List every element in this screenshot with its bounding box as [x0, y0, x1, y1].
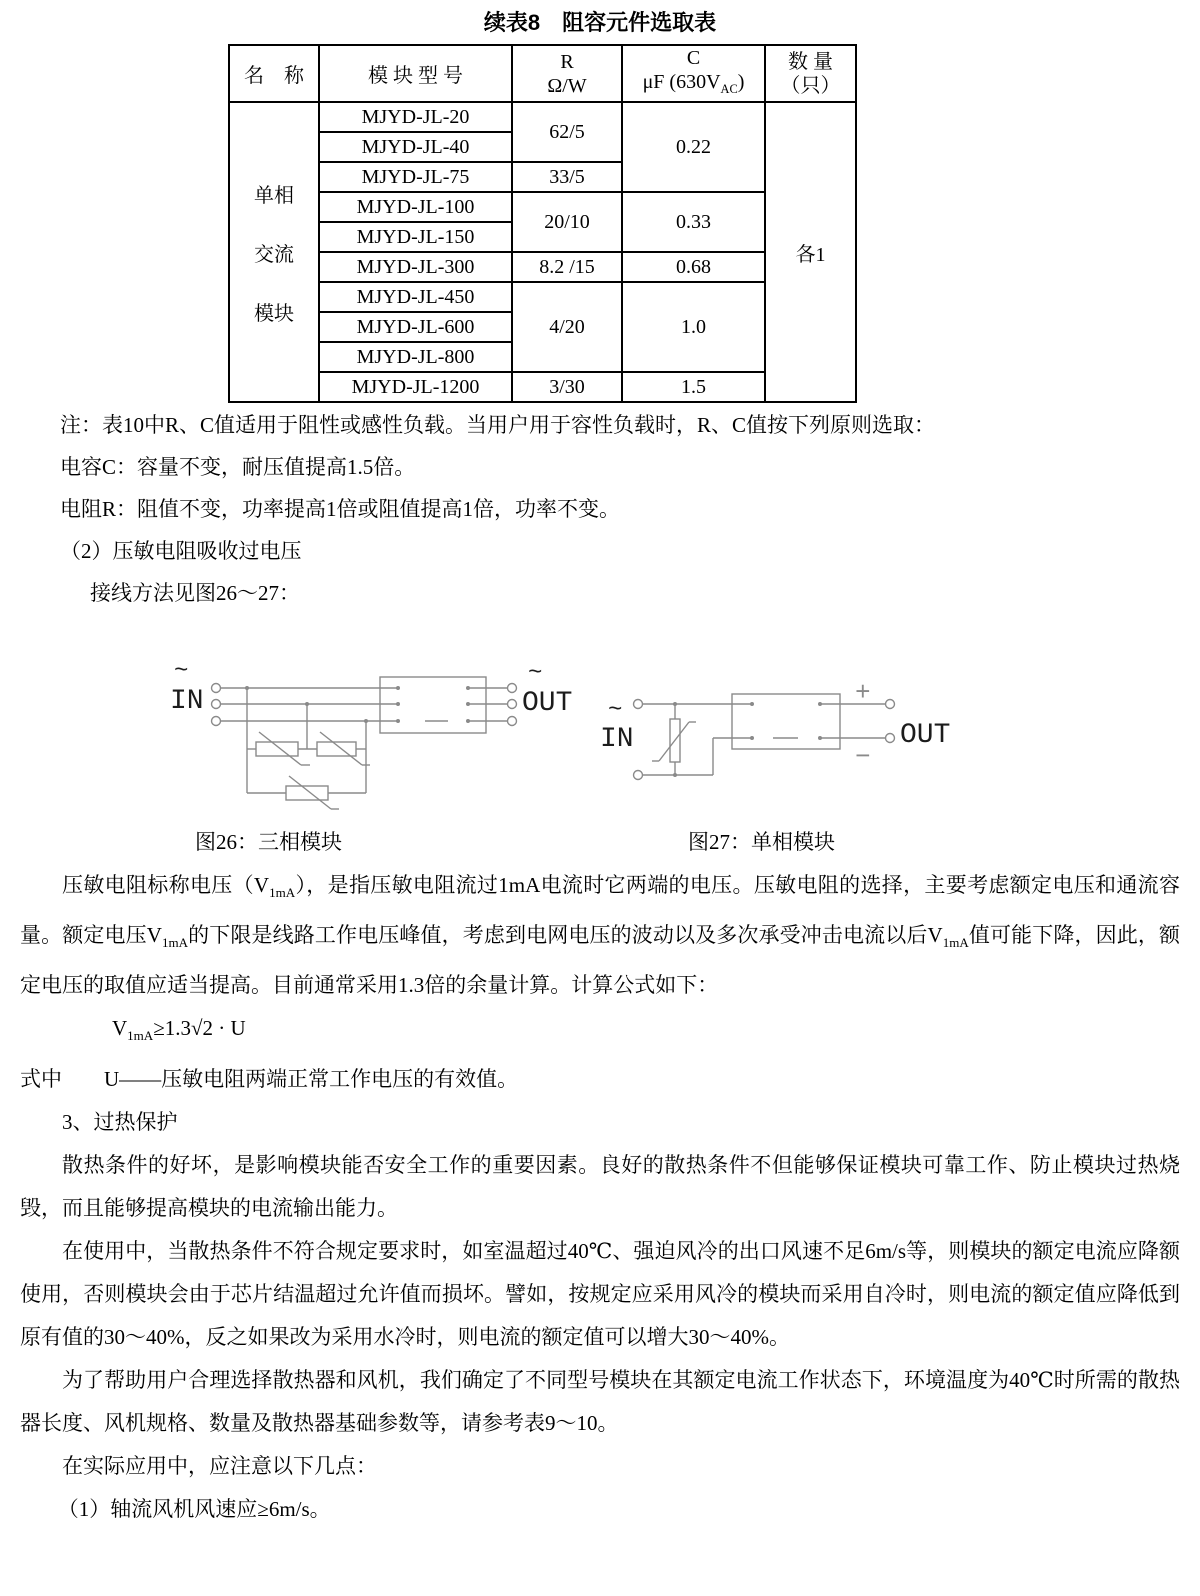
col-header-c: [622, 45, 765, 102]
col-header-name-label: 名 称: [244, 65, 304, 87]
three-phase-module-diagram: [158, 646, 608, 814]
table-header-row: [229, 45, 856, 102]
terminal-icon: [212, 684, 221, 693]
note-line: 注：表10中R、C值适用于阻性或感性负载。当用户用于容性负载时，R、C值按下列原则选取：: [60, 413, 936, 437]
paragraph-part: ），是指压敏电阻流过1mA电流时它两端的电压。压敏电阻的选择，主要考虑额定电压和通流容量。额定电压V: [20, 873, 1181, 948]
group-line: 单相: [254, 184, 294, 207]
formula-v1ma: [20, 1007, 1180, 1057]
r-unit: Ω/W: [547, 74, 587, 97]
paragraph-heat-2: 在使用中，当散热条件不符合规定要求时，如室温超过40℃、强迫风冷的出口风速不足6m/s等，则模块的额定电流应降额使用，否则模块会由于芯片结温超过允许值而损坏。譬如，按规定应采用风冷的模块而采用自冷时，则电流的额定值应降低到原有值的30～40%，反之如果改为采用水冷时，则电流的额定值可以增大30～40%。: [20, 1238, 1180, 1349]
r-value-cell: 8.2 /15: [512, 252, 622, 282]
terminal-icon: [212, 700, 221, 709]
col-header-model-label: 模 块 型 号: [368, 65, 463, 87]
c-symbol: C: [686, 47, 701, 69]
model-cell: MJYD-JL-800: [319, 342, 512, 372]
list-item-1: （1）轴流风机风速应≥6m/s。: [57, 1496, 331, 1521]
model-cell: MJYD-JL-40: [319, 132, 512, 162]
group-name-cell: [229, 102, 319, 402]
subscript-1ma: 1mA: [269, 885, 296, 901]
model-cell: MJYD-JL-75: [319, 162, 512, 192]
section-2-heading: （2）压敏电阻吸收过电压: [60, 539, 302, 563]
figures-area: [0, 640, 1200, 870]
subscript-1ma: 1mA: [127, 1028, 154, 1044]
c-unit-post: ): [737, 71, 745, 93]
paragraph-part: 值可能下降，因此，额定电压的取值应适当提高。目前通常采用1.3倍的余量计算。计算公式如下：: [20, 923, 1181, 998]
r-value-cell: 3/30: [512, 372, 622, 402]
model-cell: MJYD-JL-300: [319, 252, 512, 282]
terminal-icon: [508, 700, 517, 709]
body-text: [20, 864, 1180, 1531]
single-phase-module-diagram: [588, 650, 960, 805]
terminal-icon: [886, 734, 895, 743]
out-label: OUT: [900, 720, 951, 751]
formula-where-line: [20, 1058, 1180, 1101]
table-row: [229, 372, 856, 402]
table-row: [229, 192, 856, 222]
col-header-qty: [765, 45, 856, 102]
terminal-icon: [508, 717, 517, 726]
subscript-1ma: 1mA: [161, 935, 188, 951]
group-name-lines: [230, 179, 318, 326]
terminal-icon: [886, 700, 895, 709]
c-unit-pre: μF (630V: [642, 71, 721, 93]
terminal-icon: [212, 717, 221, 726]
module-box: [732, 694, 840, 749]
note-line: 电容C：容量不变，耐压值提高1.5倍。: [60, 455, 416, 479]
module-box: [380, 677, 486, 733]
qty-label: 数 量: [788, 50, 833, 73]
col-header-model: [319, 45, 512, 102]
r-value-cell: 4/20: [512, 282, 622, 372]
model-cell: MJYD-JL-150: [319, 222, 512, 252]
in-label: IN: [170, 686, 204, 717]
rc-selection-table: [228, 44, 857, 403]
formula-rest: ≥1.3√2 · U: [153, 1016, 246, 1041]
paragraph-part: 压敏电阻标称电压（V: [62, 873, 270, 897]
out-tilde-label: ~: [528, 660, 543, 687]
model-cell: MJYD-JL-450: [319, 282, 512, 312]
r-symbol: R: [560, 50, 574, 73]
paragraph-varistor-voltage: [20, 864, 1180, 1007]
wiring-intro: 接线方法见图26～27：: [90, 581, 300, 605]
paragraph-application-note: 在实际应用中，应注意以下几点：: [62, 1453, 377, 1478]
figure-26-caption: 图26：三相模块: [195, 830, 342, 854]
paragraph-heat-1: 散热条件的好坏，是影响模块能否安全工作的重要因素。良好的散热条件不但能够保证模块可靠工作、防止模块过热烧毁，而且能够提高模块的电流输出能力。: [20, 1152, 1180, 1220]
c-value-cell: 1.0: [622, 282, 765, 372]
model-cell: MJYD-JL-1200: [319, 372, 512, 402]
where-text: U——压敏电阻两端正常工作电压的有效值。: [104, 1066, 519, 1091]
c-value-cell: 0.68: [622, 252, 765, 282]
model-cell: MJYD-JL-20: [319, 102, 512, 132]
group-line: 交流: [254, 243, 294, 266]
figure-27-caption: 图27：单相模块: [688, 830, 835, 854]
where-label: 式中: [20, 1066, 62, 1091]
c-value-cell: 1.5: [622, 372, 765, 402]
group-line: 模块: [254, 302, 294, 325]
table-notes: [60, 404, 935, 614]
c-value-cell: 0.33: [622, 192, 765, 252]
r-value-cell: 33/5: [512, 162, 622, 192]
table-row: [229, 252, 856, 282]
in-label: IN: [600, 724, 634, 755]
formula-base: V: [112, 1016, 128, 1041]
col-header-r: [512, 45, 622, 102]
model-cell: MJYD-JL-600: [319, 312, 512, 342]
terminal-icon: [634, 771, 643, 780]
minus-label: −: [855, 742, 871, 772]
in-tilde-label: ~: [608, 697, 623, 724]
table-row: [229, 102, 856, 132]
varistor-icon: [286, 786, 328, 800]
r-value-cell: 62/5: [512, 102, 622, 162]
terminal-icon: [634, 700, 643, 709]
model-cell: MJYD-JL-100: [319, 192, 512, 222]
in-tilde-label: ~: [174, 658, 189, 685]
varistor-icon: [256, 742, 298, 756]
subscript-1ma: 1mA: [942, 935, 969, 951]
paragraph-part: 的下限是线路工作电压峰值，考虑到电网电压的波动以及多次承受冲击电流以后V: [187, 923, 943, 948]
c-unit-sub: AC: [720, 82, 738, 96]
out-label: OUT: [522, 688, 573, 719]
qty-unit: （只）: [780, 74, 841, 97]
plus-label: +: [855, 678, 871, 708]
qty-value-cell: 各1: [765, 102, 856, 402]
table-row: [229, 282, 856, 312]
col-header-name: [229, 45, 319, 102]
section-3-heading: 3、过热保护: [62, 1109, 178, 1134]
c-unit: [623, 70, 764, 101]
paragraph-heat-3: 为了帮助用户合理选择散热器和风机，我们确定了不同型号模块在其额定电流工作状态下，环境温度为40℃时所需的散热器长度、风机规格、数量及散热器基础参数等，请参考表9～10。: [20, 1367, 1180, 1435]
r-value-cell: 20/10: [512, 192, 622, 252]
note-line: 电阻R：阻值不变，功率提高1倍或阻值提高1倍，功率不变。: [60, 497, 621, 521]
page-title: 续表8 阻容元件选取表: [483, 10, 717, 35]
terminal-icon: [508, 684, 517, 693]
c-value-cell: 0.22: [622, 102, 765, 192]
